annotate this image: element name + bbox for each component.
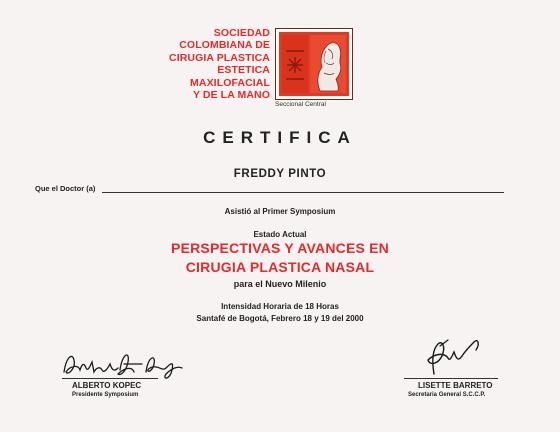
left-signature-image bbox=[58, 346, 190, 382]
place-date-text: Santafé de Bogotá, Febrero 18 y 19 del 2000 bbox=[196, 314, 364, 323]
right-signer-role: Secretaria General S.C.C.P. bbox=[408, 392, 486, 398]
organization-line: ESTETICA bbox=[217, 64, 270, 77]
left-signature-line bbox=[62, 378, 158, 379]
name-underline bbox=[102, 192, 504, 193]
right-signature-line bbox=[404, 378, 498, 379]
hours-text: Intensidad Horaria de 18 Horas bbox=[221, 302, 339, 311]
event-title-line2: CIRUGIA PLASTICA NASAL bbox=[185, 259, 375, 275]
society-logo bbox=[275, 28, 353, 100]
society-seal-icon bbox=[276, 29, 352, 99]
right-signer-name: LISETTE BARRETO bbox=[418, 381, 493, 390]
seccional-label: Seccional Central bbox=[275, 101, 326, 108]
organization-line: MAXILOFACIAL bbox=[190, 76, 270, 89]
organization-line: COLOMBIANA DE bbox=[179, 39, 270, 52]
certificate-heading: CERTIFICA bbox=[203, 128, 357, 147]
left-signer-name: ALBERTO KOPEC bbox=[72, 381, 142, 390]
doctor-label: Que el Doctor (a) bbox=[35, 184, 96, 193]
organization-line: SOCIEDAD bbox=[213, 27, 270, 39]
organization-line: Y DE LA MANO bbox=[192, 89, 270, 102]
estado-text: Estado Actual bbox=[253, 230, 307, 239]
left-signer-role: Presidente Symposium bbox=[72, 392, 139, 398]
event-subtitle: para el Nuevo Milenio bbox=[233, 279, 327, 289]
organization-line: CIRUGIA PLASTICA bbox=[169, 51, 270, 64]
organization-name bbox=[110, 27, 270, 101]
recipient-name: FREDDY PINTO bbox=[233, 168, 327, 180]
attended-text: Asistió al Primer Symposium bbox=[224, 207, 336, 216]
right-signature-image bbox=[418, 334, 488, 378]
event-title-line1: PERSPECTIVAS Y AVANCES EN bbox=[171, 240, 389, 256]
